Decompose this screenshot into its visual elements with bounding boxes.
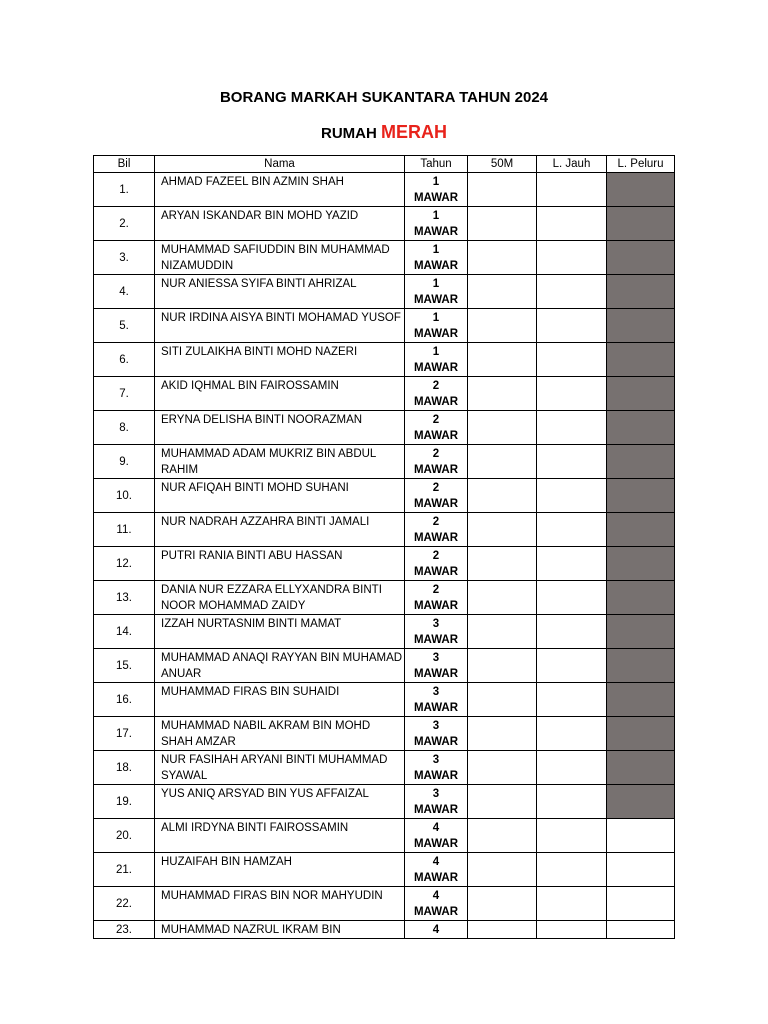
cell-l-peluru[interactable]	[607, 887, 675, 921]
table-row	[94, 751, 675, 785]
cell-l-peluru-shaded	[607, 445, 675, 479]
cell-tahun	[405, 377, 468, 411]
subtitle-prefix: RUMAH	[321, 125, 377, 142]
cell-bil: 6.	[94, 343, 155, 377]
cell-50m[interactable]	[468, 241, 537, 275]
table-row	[94, 581, 675, 615]
cell-50m[interactable]	[468, 785, 537, 819]
cell-nama: AHMAD FAZEEL BIN AZMIN SHAH	[155, 173, 405, 207]
tahun-class: MAWAR	[413, 906, 459, 918]
cell-l-peluru-shaded	[607, 411, 675, 445]
cell-l-jauh[interactable]	[537, 649, 607, 683]
cell-nama: MUHAMMAD NAZRUL IKRAM BIN	[155, 921, 405, 939]
tahun-year: 2	[432, 550, 440, 562]
cell-tahun	[405, 445, 468, 479]
cell-bil: 15.	[94, 649, 155, 683]
page-subtitle	[0, 122, 768, 143]
cell-tahun	[405, 717, 468, 751]
cell-l-peluru-shaded	[607, 343, 675, 377]
cell-tahun	[405, 173, 468, 207]
cell-l-peluru-shaded	[607, 479, 675, 513]
table-row	[94, 173, 675, 207]
cell-50m[interactable]	[468, 377, 537, 411]
table-row	[94, 241, 675, 275]
cell-50m[interactable]	[468, 343, 537, 377]
table-row	[94, 309, 675, 343]
cell-bil: 5.	[94, 309, 155, 343]
cell-l-jauh[interactable]	[537, 581, 607, 615]
col-header-tahun: Tahun	[405, 156, 468, 173]
cell-bil: 9.	[94, 445, 155, 479]
tahun-class: MAWAR	[413, 600, 459, 612]
cell-l-peluru-shaded	[607, 207, 675, 241]
col-header-nama: Nama	[155, 156, 405, 173]
tahun-year: 2	[432, 584, 440, 596]
table-row	[94, 819, 675, 853]
cell-l-peluru[interactable]	[607, 853, 675, 887]
cell-l-peluru-shaded	[607, 377, 675, 411]
cell-50m[interactable]	[468, 717, 537, 751]
cell-50m[interactable]	[468, 411, 537, 445]
cell-50m[interactable]	[468, 547, 537, 581]
cell-l-jauh[interactable]	[537, 479, 607, 513]
tahun-class: MAWAR	[413, 736, 459, 748]
cell-l-peluru-shaded	[607, 309, 675, 343]
col-header-bil: Bil	[94, 156, 155, 173]
cell-l-peluru[interactable]	[607, 819, 675, 853]
tahun-year: 1	[432, 176, 440, 188]
cell-bil: 11.	[94, 513, 155, 547]
tahun-class: MAWAR	[413, 702, 459, 714]
cell-l-peluru-shaded	[607, 717, 675, 751]
table-row	[94, 615, 675, 649]
cell-nama: YUS ANIQ ARSYAD BIN YUS AFFAIZAL	[155, 785, 405, 819]
cell-l-jauh[interactable]	[537, 751, 607, 785]
table-row	[94, 921, 675, 939]
tahun-class: MAWAR	[413, 668, 459, 680]
cell-tahun	[405, 751, 468, 785]
cell-bil: 20.	[94, 819, 155, 853]
table-row	[94, 479, 675, 513]
cell-l-jauh[interactable]	[537, 343, 607, 377]
cell-tahun	[405, 887, 468, 921]
cell-tahun	[405, 819, 468, 853]
cell-bil: 21.	[94, 853, 155, 887]
tahun-class: MAWAR	[413, 430, 459, 442]
col-header-50m: 50M	[468, 156, 537, 173]
cell-bil: 22.	[94, 887, 155, 921]
house-name: MERAH	[381, 122, 447, 142]
cell-bil: 16.	[94, 683, 155, 717]
cell-l-jauh[interactable]	[537, 207, 607, 241]
cell-bil: 8.	[94, 411, 155, 445]
tahun-year: 2	[432, 380, 440, 392]
cell-l-jauh[interactable]	[537, 785, 607, 819]
cell-tahun	[405, 275, 468, 309]
cell-bil: 23.	[94, 921, 155, 939]
cell-l-jauh[interactable]	[537, 853, 607, 887]
cell-50m[interactable]	[468, 207, 537, 241]
tahun-class: MAWAR	[413, 192, 459, 204]
cell-bil: 3.	[94, 241, 155, 275]
cell-nama: HUZAIFAH BIN HAMZAH	[155, 853, 405, 887]
cell-l-jauh[interactable]	[537, 173, 607, 207]
cell-nama: MUHAMMAD SAFIUDDIN BIN MUHAMMAD NIZAMUDDIN	[155, 241, 405, 275]
cell-bil: 7.	[94, 377, 155, 411]
cell-bil: 17.	[94, 717, 155, 751]
cell-l-jauh[interactable]	[537, 377, 607, 411]
tahun-year: 2	[432, 414, 440, 426]
tahun-year: 1	[432, 210, 440, 222]
tahun-class: MAWAR	[413, 634, 459, 646]
cell-tahun	[405, 581, 468, 615]
cell-l-jauh[interactable]	[537, 411, 607, 445]
tahun-year: 2	[432, 448, 440, 460]
cell-50m[interactable]	[468, 173, 537, 207]
tahun-class: MAWAR	[413, 260, 459, 272]
cell-nama: MUHAMMAD FIRAS BIN SUHAIDI	[155, 683, 405, 717]
cell-50m[interactable]	[468, 275, 537, 309]
cell-50m[interactable]	[468, 649, 537, 683]
cell-l-jauh[interactable]	[537, 445, 607, 479]
tahun-class: MAWAR	[413, 362, 459, 374]
cell-l-jauh[interactable]	[537, 887, 607, 921]
col-header-l-peluru: L. Peluru	[607, 156, 675, 173]
cell-tahun	[405, 343, 468, 377]
cell-nama: NUR IRDINA AISYA BINTI MOHAMAD YUSOF	[155, 309, 405, 343]
cell-50m[interactable]	[468, 921, 537, 939]
cell-nama: PUTRI RANIA BINTI ABU HASSAN	[155, 547, 405, 581]
cell-nama: NUR ANIESSA SYIFA BINTI AHRIZAL	[155, 275, 405, 309]
tahun-class: MAWAR	[413, 838, 459, 850]
tahun-year: 1	[432, 312, 440, 324]
tahun-year: 4	[432, 822, 440, 834]
table-row	[94, 547, 675, 581]
tahun-year: 4	[432, 856, 440, 868]
cell-l-peluru-shaded	[607, 785, 675, 819]
table-row	[94, 275, 675, 309]
cell-50m[interactable]	[468, 615, 537, 649]
cell-bil: 10.	[94, 479, 155, 513]
cell-bil: 14.	[94, 615, 155, 649]
tahun-year: 3	[432, 618, 440, 630]
cell-nama: MUHAMMAD ANAQI RAYYAN BIN MUHAMAD ANUAR	[155, 649, 405, 683]
cell-l-jauh[interactable]	[537, 275, 607, 309]
cell-tahun	[405, 785, 468, 819]
cell-l-jauh[interactable]	[537, 241, 607, 275]
cell-l-jauh[interactable]	[537, 921, 607, 939]
tahun-year: 1	[432, 244, 440, 256]
cell-tahun	[405, 649, 468, 683]
table-row	[94, 513, 675, 547]
cell-l-jauh[interactable]	[537, 717, 607, 751]
cell-l-jauh[interactable]	[537, 547, 607, 581]
cell-tahun	[405, 241, 468, 275]
tahun-class: MAWAR	[413, 226, 459, 238]
cell-bil: 13.	[94, 581, 155, 615]
cell-50m[interactable]	[468, 445, 537, 479]
table-row	[94, 377, 675, 411]
table-row	[94, 785, 675, 819]
tahun-year: 1	[432, 346, 440, 358]
cell-tahun	[405, 615, 468, 649]
cell-tahun	[405, 479, 468, 513]
cell-50m[interactable]	[468, 513, 537, 547]
page-title: BORANG MARKAH SUKANTARA TAHUN 2024	[219, 89, 549, 106]
cell-50m[interactable]	[468, 309, 537, 343]
cell-bil: 1.	[94, 173, 155, 207]
cell-tahun	[405, 207, 468, 241]
cell-l-jauh[interactable]	[537, 615, 607, 649]
cell-tahun	[405, 853, 468, 887]
cell-tahun	[405, 411, 468, 445]
cell-l-peluru-shaded	[607, 581, 675, 615]
cell-nama: ARYAN ISKANDAR BIN MOHD YAZID	[155, 207, 405, 241]
cell-50m[interactable]	[468, 581, 537, 615]
cell-bil: 12.	[94, 547, 155, 581]
cell-l-peluru-shaded	[607, 615, 675, 649]
tahun-year: 1	[432, 278, 440, 290]
tahun-class: MAWAR	[413, 872, 459, 884]
table-body	[94, 173, 675, 939]
cell-tahun	[405, 683, 468, 717]
tahun-class: MAWAR	[413, 770, 459, 782]
table-row	[94, 887, 675, 921]
cell-nama: DANIA NUR EZZARA ELLYXANDRA BINTI NOOR MOHAMMAD ZAIDY	[155, 581, 405, 615]
cell-tahun	[405, 921, 468, 939]
table-row	[94, 649, 675, 683]
tahun-year: 2	[432, 516, 440, 528]
tahun-year: 3	[432, 788, 440, 800]
cell-nama: ALMI IRDYNA BINTI FAIROSSAMIN	[155, 819, 405, 853]
cell-l-jauh[interactable]	[537, 683, 607, 717]
table-row	[94, 411, 675, 445]
cell-bil: 18.	[94, 751, 155, 785]
tahun-class: MAWAR	[413, 804, 459, 816]
table-row	[94, 445, 675, 479]
tahun-class: MAWAR	[413, 396, 459, 408]
cell-l-peluru-shaded	[607, 275, 675, 309]
cell-l-peluru-shaded	[607, 241, 675, 275]
cell-nama: NUR NADRAH AZZAHRA BINTI JAMALI	[155, 513, 405, 547]
cell-nama: NUR FASIHAH ARYANI BINTI MUHAMMAD SYAWAL	[155, 751, 405, 785]
tahun-class: MAWAR	[413, 532, 459, 544]
tahun-year: 2	[432, 482, 440, 494]
table-row	[94, 207, 675, 241]
cell-l-peluru-shaded	[607, 513, 675, 547]
tahun-class: MAWAR	[413, 566, 459, 578]
cell-l-jauh[interactable]	[537, 309, 607, 343]
cell-50m[interactable]	[468, 819, 537, 853]
table-header-row	[94, 156, 675, 173]
cell-50m[interactable]	[468, 683, 537, 717]
table-row	[94, 717, 675, 751]
cell-nama: MUHAMMAD NABIL AKRAM BIN MOHD SHAH AMZAR	[155, 717, 405, 751]
cell-nama: SITI ZULAIKHA BINTI MOHD NAZERI	[155, 343, 405, 377]
col-header-l-jauh: L. Jauh	[537, 156, 607, 173]
cell-l-peluru-shaded	[607, 751, 675, 785]
cell-nama: AKID IQHMAL BIN FAIROSSAMIN	[155, 377, 405, 411]
cell-tahun	[405, 547, 468, 581]
cell-l-peluru-shaded	[607, 547, 675, 581]
cell-l-jauh[interactable]	[537, 819, 607, 853]
cell-nama: MUHAMMAD FIRAS BIN NOR MAHYUDIN	[155, 887, 405, 921]
cell-tahun	[405, 513, 468, 547]
cell-l-jauh[interactable]	[537, 513, 607, 547]
table-row	[94, 683, 675, 717]
cell-50m[interactable]	[468, 853, 537, 887]
cell-bil: 4.	[94, 275, 155, 309]
cell-nama: MUHAMMAD ADAM MUKRIZ BIN ABDUL RAHIM	[155, 445, 405, 479]
tahun-class: MAWAR	[413, 498, 459, 510]
cell-l-peluru[interactable]	[607, 921, 675, 939]
table-row	[94, 853, 675, 887]
cell-tahun	[405, 309, 468, 343]
cell-l-peluru-shaded	[607, 649, 675, 683]
tahun-year: 4	[432, 890, 440, 902]
score-table	[93, 155, 675, 939]
table-row	[94, 343, 675, 377]
tahun-year: 3	[432, 754, 440, 766]
cell-bil: 19.	[94, 785, 155, 819]
cell-nama: IZZAH NURTASNIM BINTI MAMAT	[155, 615, 405, 649]
tahun-year: 3	[432, 652, 440, 664]
tahun-year: 4	[432, 924, 440, 936]
cell-nama: ERYNA DELISHA BINTI NOORAZMAN	[155, 411, 405, 445]
tahun-year: 3	[432, 720, 440, 732]
cell-50m[interactable]	[468, 887, 537, 921]
tahun-class: MAWAR	[413, 294, 459, 306]
tahun-class: MAWAR	[413, 328, 459, 340]
cell-l-peluru-shaded	[607, 683, 675, 717]
cell-50m[interactable]	[468, 751, 537, 785]
cell-nama: NUR AFIQAH BINTI MOHD SUHANI	[155, 479, 405, 513]
cell-bil: 2.	[94, 207, 155, 241]
tahun-year: 3	[432, 686, 440, 698]
cell-50m[interactable]	[468, 479, 537, 513]
tahun-class: MAWAR	[413, 464, 459, 476]
cell-l-peluru-shaded	[607, 173, 675, 207]
